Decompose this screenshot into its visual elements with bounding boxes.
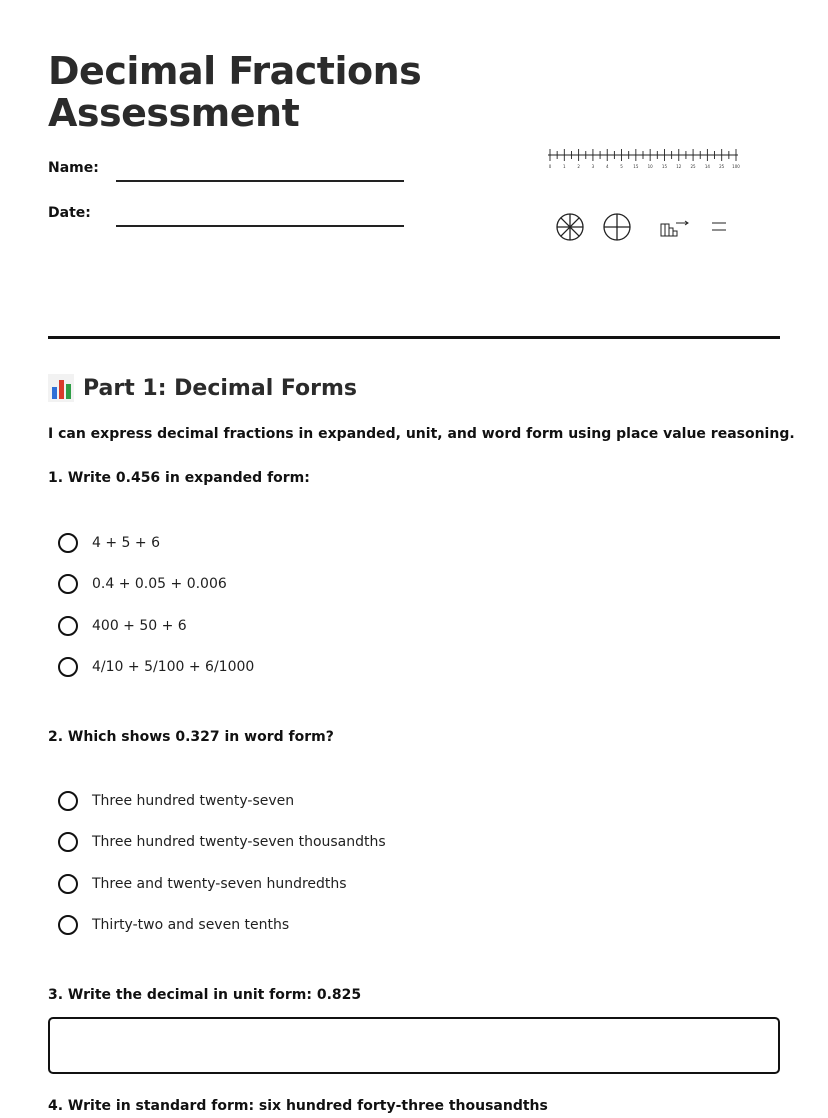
q2-option-d[interactable] bbox=[58, 915, 289, 935]
date-label: Date: bbox=[48, 205, 91, 221]
question-1: 1. Write 0.456 in expanded form: bbox=[48, 470, 310, 486]
header-divider bbox=[48, 336, 780, 339]
decorative-math-art bbox=[540, 140, 750, 250]
section-title bbox=[48, 374, 357, 402]
radio-button[interactable] bbox=[58, 791, 78, 811]
option-label: 0.4 + 0.05 + 0.006 bbox=[92, 576, 227, 592]
name-label: Name: bbox=[48, 160, 99, 176]
q3-answer-input[interactable] bbox=[48, 1017, 780, 1074]
option-label: 4 + 5 + 6 bbox=[92, 535, 160, 551]
number-line-label: 25 bbox=[690, 164, 696, 169]
radio-button[interactable] bbox=[58, 832, 78, 852]
number-line-label: 14 bbox=[704, 164, 710, 169]
quartered-circle-icon bbox=[604, 214, 630, 240]
option-label: Three hundred twenty-seven bbox=[92, 793, 295, 809]
number-line-label: 15 bbox=[661, 164, 668, 169]
number-line-label: 4 bbox=[605, 164, 609, 169]
title-line-1: Decimal Fractions bbox=[48, 49, 422, 93]
number-line-label: 100 bbox=[732, 164, 740, 169]
number-line-label: 5 bbox=[620, 164, 623, 169]
q1-option-b[interactable] bbox=[58, 574, 227, 594]
radio-button[interactable] bbox=[58, 657, 78, 677]
radio-button[interactable] bbox=[58, 574, 78, 594]
eighths-circle-icon bbox=[557, 214, 583, 240]
q2-option-a[interactable] bbox=[58, 791, 294, 811]
q2-option-b[interactable] bbox=[58, 832, 386, 852]
number-line-label: 3 bbox=[591, 164, 595, 169]
number-line-label: 1 bbox=[563, 164, 566, 169]
number-line-label: 0 bbox=[548, 164, 552, 169]
date-field[interactable] bbox=[116, 225, 404, 227]
option-label: Thirty-two and seven tenths bbox=[92, 917, 290, 933]
number-line-label: 12 bbox=[676, 164, 682, 169]
number-line-label: 10 bbox=[647, 164, 653, 169]
radio-button[interactable] bbox=[58, 533, 78, 553]
number-line-label: 15 bbox=[633, 164, 639, 169]
question-4: 4. Write in standard form: six hundred forty-three thousandths bbox=[48, 1098, 548, 1114]
number-line-label: 25 bbox=[719, 164, 725, 169]
radio-button[interactable] bbox=[58, 915, 78, 935]
radio-button[interactable] bbox=[58, 616, 78, 636]
learning-objective: I can express decimal fractions in expanded, unit, and word form using place value reasoning. bbox=[48, 426, 795, 442]
q1-option-c[interactable] bbox=[58, 616, 187, 636]
base-ten-blocks-arrow-icon bbox=[661, 221, 688, 236]
title-line-2: Assessment bbox=[48, 91, 300, 135]
option-label: 4/10 + 5/100 + 6/1000 bbox=[92, 659, 255, 675]
q1-option-d[interactable] bbox=[58, 657, 254, 677]
question-3: 3. Write the decimal in unit form: 0.825 bbox=[48, 987, 362, 1003]
name-field[interactable] bbox=[116, 180, 404, 182]
question-2: 2. Which shows 0.327 in word form? bbox=[48, 729, 334, 745]
q1-option-a[interactable] bbox=[58, 533, 160, 553]
option-label: Three and twenty-seven hundredths bbox=[92, 876, 347, 892]
page-title bbox=[48, 50, 428, 134]
number-line bbox=[548, 149, 740, 169]
bar-chart-icon bbox=[48, 374, 74, 402]
q2-option-c[interactable] bbox=[58, 874, 347, 894]
section-title-text: Part 1: Decimal Forms bbox=[83, 375, 358, 401]
number-line-label: 2 bbox=[577, 164, 580, 169]
option-label: 400 + 50 + 6 bbox=[92, 618, 187, 634]
option-label: Three hundred twenty-seven thousandths bbox=[92, 834, 386, 850]
equals-icon bbox=[712, 223, 726, 230]
radio-button[interactable] bbox=[58, 874, 78, 894]
